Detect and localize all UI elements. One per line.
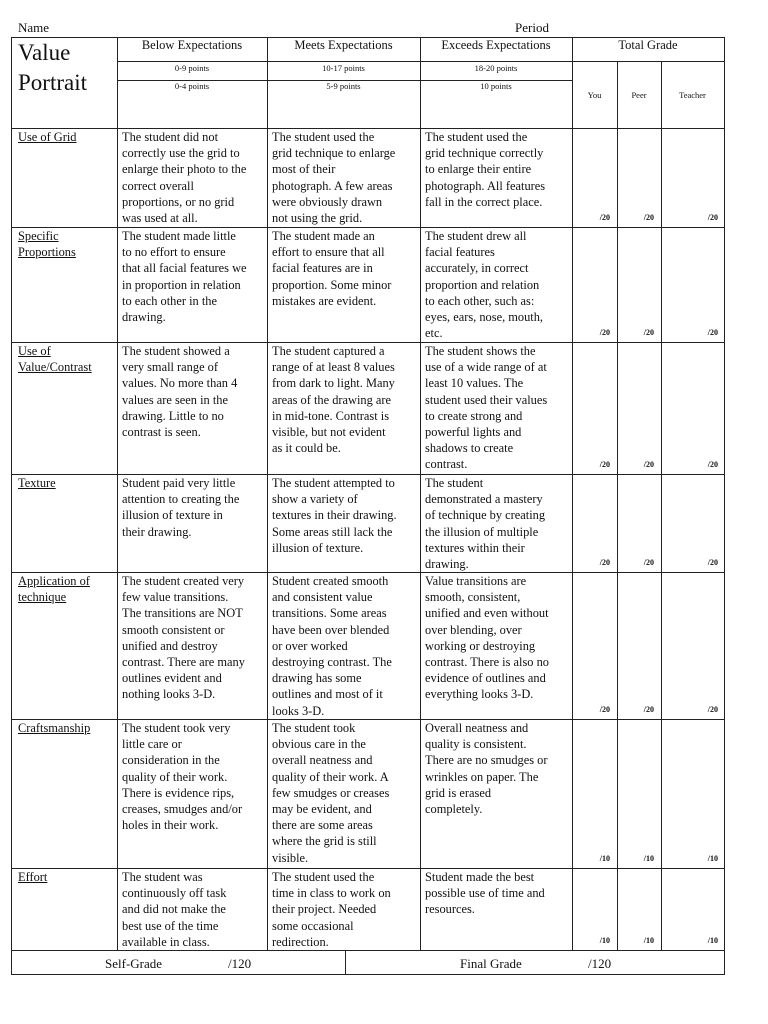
score-peer[interactable]: /20 bbox=[643, 213, 654, 222]
period-label: Period bbox=[515, 20, 549, 35]
grid-line bbox=[117, 61, 725, 62]
grid-line bbox=[117, 37, 118, 951]
score-peer[interactable]: /10 bbox=[643, 936, 654, 945]
score-teacher[interactable]: /20 bbox=[707, 213, 718, 222]
self-grade-label: Self-Grade bbox=[105, 956, 163, 971]
final-grade-max: /120 bbox=[588, 956, 612, 971]
criterion-label: Effort bbox=[18, 870, 48, 884]
grid-line bbox=[617, 61, 618, 951]
score-you[interactable]: /20 bbox=[599, 558, 610, 567]
descriptor-exceeds: The student demonstrated a mastery of technique by creating the illusion of multiple textures within their drawing. bbox=[425, 476, 546, 572]
descriptor-below: The student showed a very small range of values. No more than 4 values are seen in the drawing. Little to no contrast is seen. bbox=[122, 344, 238, 440]
self-grade-max: /120 bbox=[228, 956, 252, 971]
descriptor-exceeds: The student drew all facial features accurately, in correct proportion and relation to each other, such as: eyes, ears, nose, mouth, etc. bbox=[425, 229, 544, 341]
score-teacher[interactable]: /20 bbox=[707, 558, 718, 567]
grid-line bbox=[267, 37, 268, 951]
criterion-label: Use of Value/Contrast bbox=[18, 344, 92, 375]
criterion-label: Specific Proportions bbox=[18, 229, 76, 260]
points-10-below: 0-4 points bbox=[174, 81, 210, 91]
descriptor-meets: The student took obvious care in the overall neatness and quality of their work. A few smudges or creases may be evident, and there are some areas where the grid is still visible. bbox=[272, 721, 390, 865]
total-sub-teacher: Teacher bbox=[679, 90, 706, 100]
score-teacher[interactable]: /10 bbox=[707, 936, 718, 945]
score-you[interactable]: /20 bbox=[599, 705, 610, 714]
column-header-exceeds: Exceeds Expectations bbox=[441, 38, 551, 52]
descriptor-exceeds: Student made the best possible use of time and resources. bbox=[425, 870, 545, 917]
descriptor-below: The student did not correctly use the grid to enlarge their photo to the correct overall proportions, or no grid was used at all. bbox=[122, 130, 247, 226]
descriptor-exceeds: Overall neatness and quality is consistent. There are no smudges or wrinkles on paper. The grid is erased completely. bbox=[425, 721, 548, 817]
descriptor-exceeds: The student shows the use of a wide range of at least 10 values. The student used their values to create strong and powerful lights and shadows to create contrast. bbox=[425, 344, 548, 472]
grid-line bbox=[11, 37, 12, 975]
grid-line bbox=[420, 37, 421, 951]
descriptor-exceeds: The student used the grid technique correctly to enlarge their entire photograph. All features fall in the correct place. bbox=[425, 130, 546, 209]
criterion-label: Use of Grid bbox=[18, 130, 77, 144]
title-line: Portrait bbox=[18, 70, 87, 95]
name-label: Name bbox=[18, 20, 50, 35]
descriptor-meets: The student captured a range of at least 8 values from dark to light. Many areas of the drawing are in mid-tone. Contrast is visible, but not evident as it could be. bbox=[272, 344, 395, 456]
descriptor-below: The student took very little care or consideration in the quality of their work. There is evidence rips, creases, smudges and/or holes in their work. bbox=[122, 721, 243, 833]
score-you[interactable]: /20 bbox=[599, 328, 610, 337]
points-20-below: 0-9 points bbox=[174, 63, 210, 73]
criterion-label: Craftsmanship bbox=[18, 721, 91, 735]
total-sub-peer: Peer bbox=[631, 90, 647, 100]
score-peer[interactable]: /10 bbox=[643, 854, 654, 863]
score-peer[interactable]: /20 bbox=[643, 705, 654, 714]
descriptor-meets: The student used the time in class to work on their project. Needed some occasional redirection. bbox=[272, 870, 391, 949]
descriptor-meets: The student made an effort to ensure that all facial features are in proportion. Some minor mistakes are evident. bbox=[272, 229, 392, 308]
column-header-below: Below Expectations bbox=[141, 38, 243, 52]
descriptor-below: Student paid very little attention to creating the illusion of texture in their drawing. bbox=[122, 476, 240, 539]
score-you[interactable]: /10 bbox=[599, 854, 610, 863]
points-10-exceeds: 10 points bbox=[480, 81, 512, 91]
criterion-label: Application of technique bbox=[18, 574, 90, 605]
column-header-total: Total Grade bbox=[618, 38, 678, 52]
column-header-meets: Meets Expectations bbox=[294, 38, 393, 52]
score-you[interactable]: /20 bbox=[599, 460, 610, 469]
score-peer[interactable]: /20 bbox=[643, 460, 654, 469]
score-teacher[interactable]: /10 bbox=[707, 854, 718, 863]
grid-line bbox=[572, 37, 573, 951]
descriptor-below: The student made little to no effort to ensure that all facial features we in proportion in relation to each other in the drawing. bbox=[122, 229, 247, 325]
score-teacher[interactable]: /20 bbox=[707, 328, 718, 337]
score-teacher[interactable]: /20 bbox=[707, 705, 718, 714]
descriptor-meets: The student attempted to show a variety of textures in their drawing. Some areas still lack the illusion of texture. bbox=[272, 476, 397, 555]
grid-line bbox=[345, 950, 346, 975]
score-teacher[interactable]: /20 bbox=[707, 460, 718, 469]
points-20-exceeds: 18-20 points bbox=[474, 63, 518, 73]
descriptor-below: The student created very few value transitions. The transitions are NOT smooth consistent or unified and destroy contrast. There are many outlines evident and nothing looks 3-D. bbox=[122, 574, 245, 702]
total-sub-you: You bbox=[587, 90, 602, 100]
grid-line bbox=[724, 37, 725, 975]
descriptor-below: The student was continuously off task and did not make the best use of the time available in class. bbox=[122, 870, 227, 949]
grid-line bbox=[661, 61, 662, 951]
points-20-meets: 10-17 points bbox=[322, 63, 365, 73]
title-line: Value bbox=[18, 40, 71, 65]
grid-line bbox=[11, 974, 725, 975]
criterion-label: Texture bbox=[18, 476, 56, 490]
score-you[interactable]: /20 bbox=[599, 213, 610, 222]
descriptor-meets: Student created smooth and consistent value transitions. Some areas have been over blended or over worked destroying contrast. The drawing has some outlines and most of it looks 3-D. bbox=[272, 574, 392, 718]
score-you[interactable]: /10 bbox=[599, 936, 610, 945]
descriptor-meets: The student used the grid technique to enlarge most of their photograph. A few areas were obviously drawn not using the grid. bbox=[272, 130, 396, 226]
score-peer[interactable]: /20 bbox=[643, 558, 654, 567]
descriptor-exceeds: Value transitions are smooth, consistent, unified and even without over blending, over working or destroying contrast. There is also no evidence of outlines and everything looks 3-D. bbox=[425, 574, 549, 702]
score-peer[interactable]: /20 bbox=[643, 328, 654, 337]
points-10-meets: 5-9 points bbox=[326, 81, 361, 91]
final-grade-label: Final Grade bbox=[460, 956, 522, 971]
